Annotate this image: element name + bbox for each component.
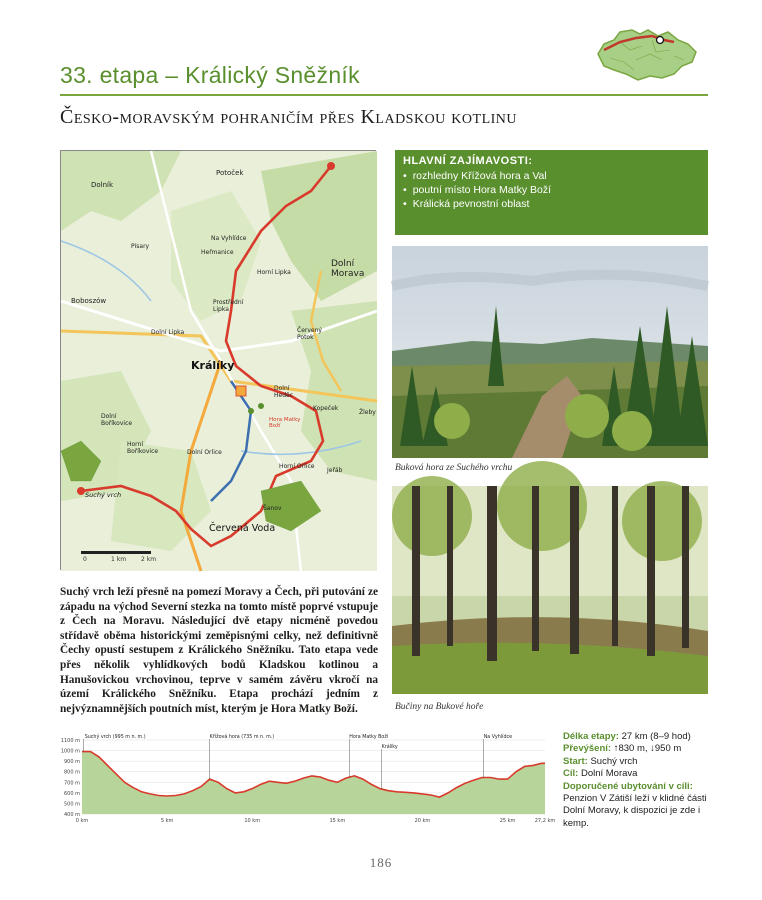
map-label-dolni-lipka: Dolní Lipka	[151, 329, 185, 336]
page-subtitle: Česko-moravským pohraničím přes Kladskou kotlinu	[60, 106, 518, 128]
x-tick-label: 20 km	[414, 818, 431, 824]
annotation-label: Křížová hora (735 m n. m.)	[209, 735, 275, 740]
svg-text:2 km: 2 km	[141, 556, 157, 563]
map-label-cervena-voda: Červená Voda	[209, 523, 276, 534]
svg-text:0: 0	[83, 556, 87, 563]
map-label-jerab: Jeřáb	[327, 467, 343, 474]
annotation-label: Na Vyhlídce	[483, 735, 513, 740]
map-label-kraliky: Králíky	[191, 359, 235, 372]
map-label-sanov: Šanov	[263, 505, 282, 512]
map-label-prostredni-lipka: Prostřední Lipka	[213, 299, 244, 313]
elevation-profile-chart	[58, 728, 556, 828]
end-label: Cíl:	[563, 768, 579, 780]
y-tick-label: 900 m	[63, 759, 80, 766]
highlights-box	[395, 150, 708, 235]
y-tick-label: 1000 m	[60, 748, 80, 755]
title-divider	[60, 94, 708, 96]
map-label-bobrozow: Boboszów	[71, 297, 107, 305]
x-tick-label: 10 km	[244, 818, 261, 824]
highlight-item: • poutní místo Hora Matky Boží	[403, 183, 700, 197]
stage-title: 33. etapa – Králický Sněžník	[60, 62, 360, 88]
body-paragraph: Suchý vrch leží přesně na pomezí Moravy a Čech, při putování ze západu na východ Severní stezka na tomto místě poprvé vstupuje z Čech na Moravu. Následující dvě etapy nicméně povedou střídavě oběma historickými zeměpisnými celky, než definitivně Čechy opustí sestupem z Králického Sněžníku. Tato etapa vede přes několik vyhlídkových bodů Kladskou kotlinou a Hanušovickou vrchovinou, teprve v samém závěru vkročí na území Králického Sněžníku. Etapa prochází jedním z nejvýznamnějších poutních míst, kterým je Hora Matky Boží.	[60, 586, 378, 715]
map-label-zleby: Žleby	[359, 409, 376, 416]
photo-bukova-hora	[392, 246, 708, 458]
highlight-item: • rozhledny Křížová hora a Val	[403, 169, 700, 183]
annotation-label: Hora Matky Boží	[349, 735, 389, 740]
map-label-hermanice: Heřmanice	[201, 249, 234, 256]
map-label-cerveny-potok: Červený Potok	[297, 327, 322, 341]
photo-caption: Bučiny na Bukové hoře	[395, 702, 484, 712]
map-label-kopecek: Kopeček	[313, 405, 339, 412]
length-value: 27 km (8–9 hod)	[621, 731, 691, 742]
elevation-label: Převýšení:	[563, 743, 612, 755]
svg-text:1 km: 1 km	[111, 556, 127, 563]
y-tick-label: 600 m	[63, 790, 80, 797]
length-label: Délka etapy:	[563, 731, 619, 742]
map-label-horni-borikovice: Horní Boříkovice	[127, 441, 159, 455]
map-label-dolni-orlice: Dolní Orlice	[187, 449, 222, 456]
lodging-label: Doporučené ubytování v cíli:	[563, 780, 693, 792]
map-label-dolnik: Dolník	[91, 181, 114, 189]
x-tick-label: 25 km	[499, 818, 516, 824]
map-label-dolni-hedec: Dolní Heděc	[274, 385, 294, 399]
stage-info	[563, 731, 713, 830]
map-label-pisary: Písary	[131, 243, 150, 250]
highlights-title: HLAVNÍ ZAJÍMAVOSTI:	[403, 155, 533, 167]
route-map	[60, 150, 376, 570]
start-value: Suchý vrch	[590, 755, 638, 767]
annotation-label: Králíky	[381, 745, 398, 750]
lodging-value: Penzion V Zátiší leží v klidné části Dolní Moravy, k dispozici je zde i kemp.	[563, 793, 707, 829]
y-tick-label: 1100 m	[60, 738, 80, 744]
map-label-potocek: Potoček	[216, 169, 244, 177]
annotation-label: Suchý vrch (995 m n. m.)	[84, 735, 146, 740]
map-label-hora-matky-bozi: Hora Matky Boží	[269, 417, 301, 429]
highlight-item: • Králická pevnostní oblast	[403, 197, 700, 211]
map-label-horni-orlice: Horní Orlice	[279, 463, 315, 470]
map-label-dolni-morava: Dolní Morava	[331, 259, 365, 279]
map-label-horni-lipka: Horní Lipka	[257, 269, 291, 276]
locator-map-icon	[590, 20, 702, 88]
y-tick-label: 400 m	[63, 812, 80, 818]
start-label: Start:	[563, 755, 588, 767]
map-label-dolni-borikovice: Dolní Boříkovice	[101, 413, 133, 427]
photo-caption: Buková hora ze Suchého vrchu	[395, 463, 513, 473]
x-tick-label: 27,2 km	[534, 818, 556, 824]
end-value: Dolní Morava	[580, 768, 638, 780]
x-tick-label: 15 km	[329, 818, 346, 824]
page-number: 186	[369, 855, 393, 870]
y-tick-label: 800 m	[63, 769, 80, 776]
photo-buciny	[392, 486, 708, 694]
y-tick-label: 700 m	[63, 780, 80, 787]
x-tick-label: 0 km	[75, 818, 89, 824]
map-label-suchy-vrch: Suchý vrch	[85, 491, 122, 499]
y-tick-label: 500 m	[63, 801, 80, 808]
map-label-na-vyhlidce: Na Vyhlídce	[211, 235, 247, 242]
elevation-value: ↑830 m, ↓950 m	[613, 743, 682, 755]
x-tick-label: 5 km	[160, 818, 174, 824]
